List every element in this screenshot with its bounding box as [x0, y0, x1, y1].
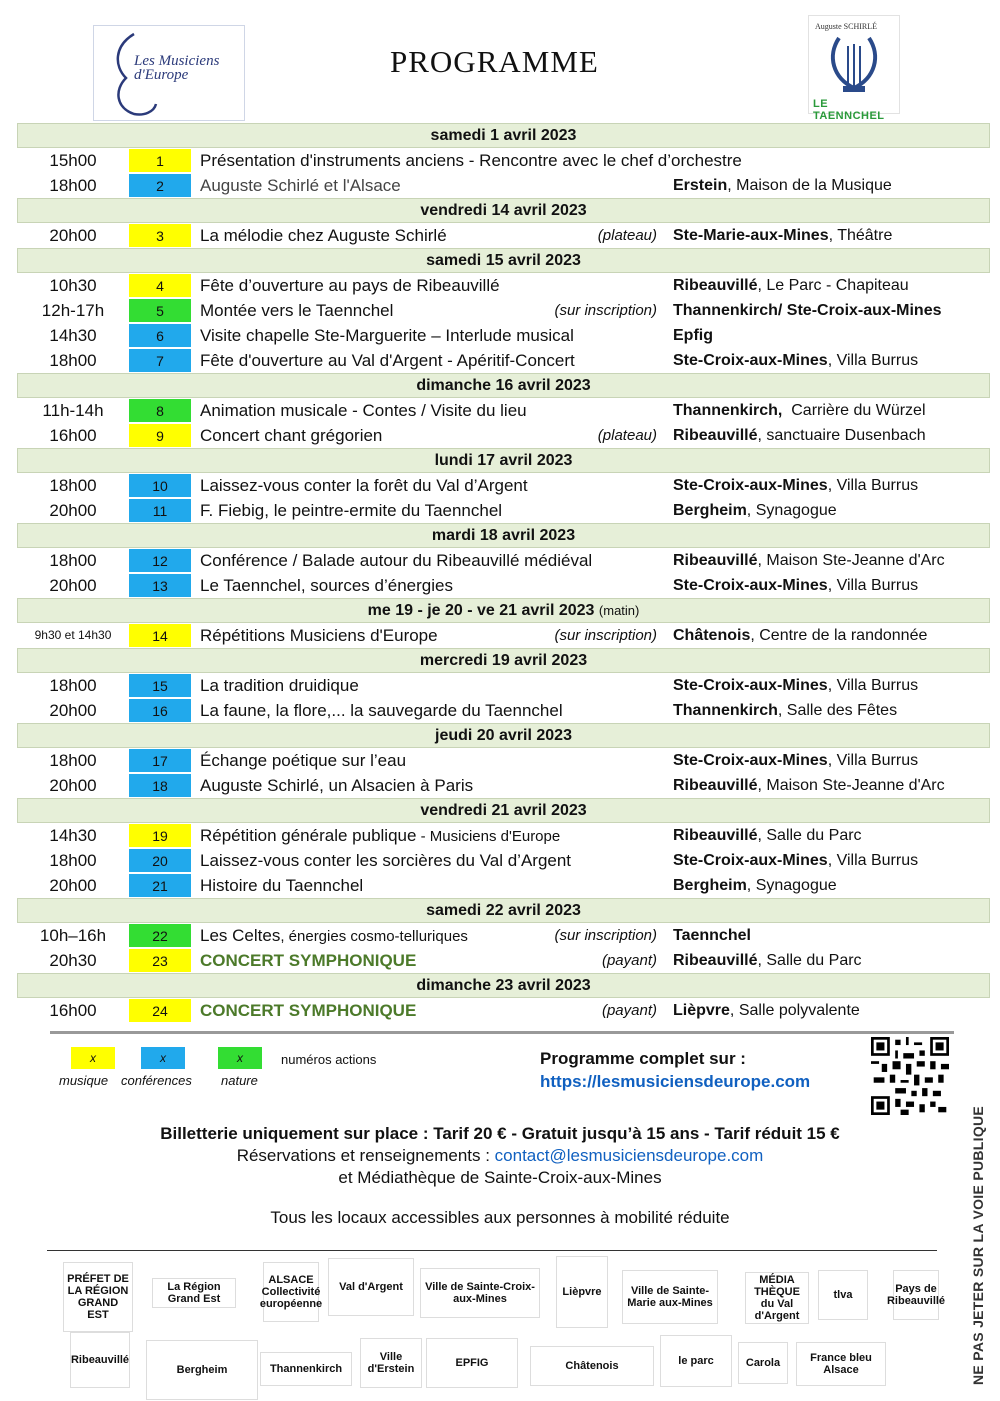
event-venue-place: , Villa Burrus — [827, 752, 919, 769]
event-venue-town: Erstein — [673, 177, 728, 194]
partner-logo: Val d'Argent — [328, 1258, 414, 1316]
event-title — [200, 673, 359, 698]
event-time: 16h00 — [49, 1001, 97, 1020]
event-venue — [673, 948, 862, 973]
legend-musique-label: musique — [59, 1073, 109, 1088]
event-row — [17, 348, 990, 373]
event-row — [17, 873, 990, 898]
event-venue — [673, 548, 945, 573]
event-qualifier: (payant) — [601, 952, 657, 969]
event-venue-place: , Maison Ste-Jeanne d'Arc — [757, 552, 945, 569]
event-title-text: Le Taennchel, sources d’énergies — [200, 576, 453, 595]
event-title — [200, 573, 453, 598]
event-time: 20h00 — [49, 876, 97, 895]
event-title — [200, 348, 575, 373]
event-venue-town: Bergheim — [673, 502, 747, 519]
day-note: (matin) — [598, 603, 640, 618]
event-venue-town: Ste-Croix-aux-Mines — [673, 677, 828, 694]
partner-logo: MÉDIA THÈQUE du Val d'Argent — [745, 1272, 809, 1324]
event-venue-town: Thannenkirch — [673, 702, 778, 719]
event-venue — [673, 298, 942, 323]
event-venue-town: Ste-Croix-aux-Mines — [673, 352, 828, 369]
event-venue-place: , Synagogue — [746, 502, 837, 519]
event-title — [200, 498, 502, 523]
partner-logo: Châtenois — [530, 1346, 654, 1386]
taennchel-logo — [808, 15, 900, 122]
event-title — [200, 873, 363, 898]
event-venue — [673, 223, 892, 248]
event-title-text: Auguste Schirlé, un Alsacien à Paris — [200, 776, 474, 795]
event-row — [17, 173, 990, 198]
event-title-text: La faune, la flore,... la sauvegarde du Taennchel — [200, 701, 563, 720]
event-title — [200, 298, 393, 323]
event-venue-place: , Villa Burrus — [827, 352, 919, 369]
event-venue-town: Ribeauvillé — [673, 777, 758, 794]
event-venue-town: Ste-Croix-aux-Mines — [673, 852, 828, 869]
event-title-text: Conférence / Balade autour du Ribeauvillé médiéval — [200, 551, 593, 570]
event-title — [200, 923, 468, 949]
event-time: 18h00 — [49, 476, 97, 495]
ticket-info: Billetterie uniquement sur place : Tarif 20 € - Gratuit jusqu’à 15 ans - Tarif réduit 15 € — [160, 1124, 840, 1143]
event-venue-place: , Maison de la Musique — [727, 177, 892, 194]
event-time: 18h00 — [49, 851, 97, 870]
day-label: vendredi 21 avril 2023 — [420, 802, 587, 819]
event-number-badge: 3 — [129, 224, 191, 247]
event-row — [17, 548, 990, 573]
event-row — [17, 773, 990, 798]
partner-logo: Ribeauvillé — [70, 1332, 130, 1388]
event-time: 12h-17h — [41, 301, 105, 320]
event-venue — [673, 398, 926, 423]
event-venue — [673, 673, 918, 698]
event-venue-town: Ribeauvillé — [673, 827, 758, 844]
event-venue-place: , Salle du Parc — [757, 952, 862, 969]
event-title — [200, 173, 401, 198]
event-row — [17, 498, 990, 523]
event-venue-town: Ste-Croix-aux-Mines — [673, 752, 828, 769]
event-number-badge: 10 — [129, 474, 191, 497]
event-venue-place: , Maison Ste-Jeanne d'Arc — [757, 777, 945, 794]
legend — [55, 1047, 395, 1092]
day-label: mardi 18 avril 2023 — [431, 527, 576, 544]
logo-left-text: Les Musiciens d'Europe — [134, 53, 220, 83]
event-venue — [673, 848, 918, 873]
event-number-badge: 21 — [129, 874, 191, 897]
day-header — [17, 798, 990, 823]
event-title — [200, 848, 571, 873]
event-time: 9h30 et 14h30 — [34, 628, 112, 642]
day-header — [17, 523, 990, 548]
event-number-badge: 14 — [129, 624, 191, 647]
event-venue-town: Ribeauvillé — [673, 552, 758, 569]
partner-logo: La Région Grand Est — [152, 1278, 236, 1308]
event-time: 18h00 — [49, 351, 97, 370]
day-header — [17, 723, 990, 748]
event-title — [200, 748, 406, 773]
legend-nature-label: nature — [221, 1073, 258, 1088]
event-row — [17, 398, 990, 423]
event-row — [17, 473, 990, 498]
event-row — [17, 948, 990, 973]
event-number-badge: 2 — [129, 174, 191, 197]
event-title-text: Montée vers le Taennchel — [200, 301, 394, 320]
partner-logo: Ville de Sainte-Marie aux-Mines — [622, 1270, 718, 1324]
side-notice — [970, 1065, 995, 1385]
day-header — [17, 648, 990, 673]
event-time: 20h00 — [49, 501, 97, 520]
event-qualifier: (sur inscription) — [554, 302, 657, 319]
event-venue-place: , Synagogue — [746, 877, 837, 894]
event-venue-place: , Le Parc - Chapiteau — [757, 277, 909, 294]
logo-right-bottom-text: LE TAENNCHEL — [813, 98, 885, 122]
event-row — [17, 823, 990, 848]
event-title-text: Laissez-vous conter les sorcières du Val d’Argent — [200, 851, 572, 870]
day-label: mercredi 19 avril 2023 — [419, 652, 588, 669]
event-qualifier: (payant) — [601, 1002, 657, 1019]
event-time: 20h00 — [49, 701, 97, 720]
event-row — [17, 848, 990, 873]
program-link-url[interactable]: https://lesmusiciensdeurope.com — [540, 1072, 811, 1091]
event-title-detail: - Musiciens d'Europe — [416, 828, 561, 845]
day-label: me 19 - je 20 - ve 21 avril 2023 — [367, 602, 595, 619]
event-venue — [673, 473, 918, 498]
event-venue-place: , Centre de la randonnée — [750, 627, 928, 644]
event-title — [200, 323, 574, 348]
event-number-badge: 9 — [129, 424, 191, 447]
event-title — [200, 998, 416, 1023]
event-venue-town: Ste-Croix-aux-Mines — [673, 477, 828, 494]
event-venue-place: , Salle des Fêtes — [777, 702, 898, 719]
event-venue-town: Taennchel — [673, 927, 751, 944]
event-venue — [673, 998, 860, 1023]
contact-email-link[interactable]: contact@lesmusiciensdeurope.com — [494, 1146, 764, 1165]
event-number-badge: 19 — [129, 824, 191, 847]
event-title-text: Échange poétique sur l’eau — [200, 751, 407, 770]
event-title — [200, 698, 563, 723]
event-venue — [673, 623, 927, 648]
event-number-badge: 17 — [129, 749, 191, 772]
event-venue — [673, 748, 918, 773]
event-title — [200, 148, 742, 173]
divider — [50, 1031, 954, 1034]
event-venue-town: Ribeauvillé — [673, 427, 758, 444]
event-time: 20h00 — [49, 226, 97, 245]
event-venue-town: Ribeauvillé — [673, 277, 758, 294]
event-number-badge: 7 — [129, 349, 191, 372]
legend-conferences-swatch: x — [141, 1047, 185, 1069]
event-qualifier: (plateau) — [597, 227, 657, 244]
event-number-badge: 18 — [129, 774, 191, 797]
event-title — [200, 773, 473, 798]
event-venue — [673, 348, 918, 373]
partner-logo: le parc — [660, 1335, 732, 1387]
event-time: 10h30 — [49, 276, 97, 295]
day-label: vendredi 14 avril 2023 — [420, 202, 587, 219]
event-venue-town: Ribeauvillé — [673, 952, 758, 969]
event-qualifier: (plateau) — [597, 427, 657, 444]
event-venue-town: Thannenkirch/ Ste-Croix-aux-Mines — [673, 302, 942, 319]
side-notice-text: NE PAS JETER SUR LA VOIE PUBLIQUE — [970, 1105, 986, 1385]
page-title: PROGRAMME — [390, 44, 599, 79]
event-number-badge: 16 — [129, 699, 191, 722]
event-qualifier: (sur inscription) — [554, 627, 657, 644]
event-venue — [673, 573, 918, 598]
event-venue — [673, 273, 909, 298]
event-venue-town: Thannenkirch, — [673, 402, 783, 419]
event-row — [17, 573, 990, 598]
event-number-badge: 13 — [129, 574, 191, 597]
event-time: 14h30 — [49, 326, 97, 345]
event-title-text: La tradition druidique — [200, 676, 359, 695]
event-row — [17, 923, 990, 948]
legend-numbers-label: numéros actions — [281, 1052, 377, 1067]
event-number-badge: 23 — [129, 949, 191, 972]
event-row — [17, 423, 990, 448]
day-header — [17, 898, 990, 923]
event-title-text: Animation musicale - Contes / Visite du lieu — [200, 401, 527, 420]
day-header — [17, 248, 990, 273]
schedule-table — [17, 123, 990, 1023]
event-title-text: Laissez-vous conter la forêt du Val d’Argent — [200, 476, 528, 495]
partner-logo: Carola — [738, 1342, 788, 1384]
event-title — [200, 823, 560, 849]
mediatheque-line: et Médiathèque de Sainte-Croix-aux-Mines — [338, 1168, 662, 1187]
event-time: 20h30 — [49, 951, 97, 970]
event-title — [200, 223, 447, 248]
event-venue-place: , Villa Burrus — [827, 852, 919, 869]
legend-musique-swatch: x — [71, 1047, 115, 1069]
event-title-text: Visite chapelle Ste-Marguerite – Interlude musical — [200, 326, 574, 345]
day-header — [17, 123, 990, 148]
partner-logo: Thannenkirch — [260, 1352, 352, 1386]
event-row — [17, 273, 990, 298]
partner-logo: Lièpvre — [556, 1256, 608, 1328]
event-venue-place: , Villa Burrus — [827, 577, 919, 594]
event-row — [17, 298, 990, 323]
event-qualifier: (sur inscription) — [554, 927, 657, 944]
legend-nature-swatch: x — [218, 1047, 262, 1069]
event-venue-place: , Salle polyvalente — [729, 1002, 860, 1019]
program-link-block — [540, 1047, 810, 1093]
event-row — [17, 748, 990, 773]
event-time: 14h30 — [49, 826, 97, 845]
musiciens-europe-logo — [93, 25, 245, 121]
event-venue-town: Lièpvre — [673, 1002, 730, 1019]
event-row — [17, 998, 990, 1023]
event-number-badge: 5 — [129, 299, 191, 322]
event-time: 16h00 — [49, 426, 97, 445]
event-title-text: Auguste Schirlé et l'Alsace — [200, 176, 401, 195]
event-venue — [673, 498, 837, 523]
event-title — [200, 623, 438, 648]
event-time: 18h00 — [49, 551, 97, 570]
event-time: 18h00 — [49, 176, 97, 195]
partner-logo: France bleu Alsace — [796, 1342, 886, 1386]
event-venue-place: Carrière du Würzel — [782, 402, 926, 419]
event-time: 20h00 — [49, 576, 97, 595]
event-venue — [673, 173, 892, 198]
event-number-badge: 11 — [129, 499, 191, 522]
event-title — [200, 423, 382, 448]
event-title-text: La mélodie chez Auguste Schirlé — [200, 226, 447, 245]
partners-divider — [47, 1250, 937, 1251]
partner-logo: PRÉFET DE LA RÉGION GRAND EST — [63, 1262, 133, 1332]
event-title — [200, 398, 527, 423]
event-number-badge: 20 — [129, 849, 191, 872]
event-venue-place: , sanctuaire Dusenbach — [757, 427, 926, 444]
event-title-text: Répétition générale publique — [200, 826, 417, 845]
partner-logo: tlva — [818, 1270, 868, 1320]
partner-logo: Ville d'Erstein — [360, 1338, 422, 1388]
event-venue-place: , Salle du Parc — [757, 827, 862, 844]
logo-right-top-text: Auguste SCHIRLÉ — [815, 22, 877, 31]
event-title-text: Présentation d'instruments anciens - Rencontre avec le chef d’orchestre — [200, 151, 742, 170]
event-number-badge: 24 — [129, 999, 191, 1022]
event-venue — [673, 323, 713, 348]
event-row — [17, 223, 990, 248]
event-row — [17, 323, 990, 348]
event-title — [200, 273, 500, 298]
day-header — [17, 198, 990, 223]
day-header — [17, 598, 990, 623]
event-row — [17, 148, 990, 173]
event-title — [200, 473, 528, 498]
event-venue — [673, 823, 862, 848]
event-number-badge: 12 — [129, 549, 191, 572]
event-venue-town: Epfig — [673, 327, 713, 344]
day-label: lundi 17 avril 2023 — [434, 452, 573, 469]
event-venue-place: , Villa Burrus — [827, 477, 919, 494]
event-title-text: Fête d’ouverture au pays de Ribeauvillé — [200, 276, 500, 295]
event-venue-town: Bergheim — [673, 877, 747, 894]
event-time: 11h-14h — [42, 401, 104, 420]
event-venue-town: Châtenois — [673, 627, 751, 644]
event-venue — [673, 923, 751, 948]
event-title — [200, 948, 416, 973]
partner-logo: Bergheim — [146, 1340, 258, 1400]
event-title-text: F. Fiebig, le peintre-ermite du Taennchel — [200, 501, 503, 520]
event-number-badge: 1 — [129, 149, 191, 172]
event-title-text: Concert chant grégorien — [200, 426, 383, 445]
event-number-badge: 8 — [129, 399, 191, 422]
day-header — [17, 448, 990, 473]
event-row — [17, 698, 990, 723]
day-label: samedi 22 avril 2023 — [426, 902, 581, 919]
event-venue — [673, 698, 897, 723]
event-number-badge: 15 — [129, 674, 191, 697]
accessibility-note: Tous les locaux accessibles aux personnes à mobilité réduite — [270, 1208, 730, 1227]
event-venue-place: , Villa Burrus — [827, 677, 919, 694]
event-number-badge: 22 — [129, 924, 191, 947]
event-time: 10h–16h — [39, 926, 107, 945]
event-title — [200, 548, 592, 573]
event-time: 18h00 — [49, 751, 97, 770]
partner-logo: EPFIG — [426, 1338, 518, 1388]
event-title-text: Répétitions Musiciens d'Europe — [200, 626, 438, 645]
event-row — [17, 623, 990, 648]
legend-conferences-label: conférences — [121, 1073, 192, 1088]
day-label: samedi 15 avril 2023 — [426, 252, 581, 269]
event-title-text: CONCERT SYMPHONIQUE — [200, 951, 417, 970]
partner-logo: Pays de Ribeauvillé — [893, 1270, 939, 1320]
event-title-detail: , énergies cosmo-telluriques — [280, 928, 468, 945]
event-venue — [673, 423, 926, 448]
event-title-text: Fête d'ouverture au Val d'Argent - Apéritif-Concert — [200, 351, 575, 370]
reservations-label: Réservations et renseignements : — [236, 1146, 495, 1165]
event-title-text: CONCERT SYMPHONIQUE — [200, 1001, 417, 1020]
day-label: samedi 1 avril 2023 — [430, 127, 577, 144]
event-time: 15h00 — [49, 151, 97, 170]
day-label: dimanche 23 avril 2023 — [416, 977, 591, 994]
event-row — [17, 673, 990, 698]
day-header — [17, 373, 990, 398]
event-time: 18h00 — [49, 676, 97, 695]
day-label: dimanche 16 avril 2023 — [416, 377, 591, 394]
event-venue — [673, 873, 837, 898]
event-title-text: Les Celtes — [200, 926, 281, 945]
event-title-text: Histoire du Taennchel — [200, 876, 364, 895]
partner-logo: ALSACE Collectivité européenne — [263, 1262, 319, 1322]
event-number-badge: 4 — [129, 274, 191, 297]
day-label: jeudi 20 avril 2023 — [435, 727, 572, 744]
program-link-label: Programme complet sur : — [540, 1049, 746, 1068]
event-venue-place: , Théâtre — [828, 227, 893, 244]
partner-logo: Ville de Sainte-Croix-aux-Mines — [420, 1268, 540, 1318]
event-time: 20h00 — [49, 776, 97, 795]
event-venue-town: Ste-Croix-aux-Mines — [673, 577, 828, 594]
qr-code-icon[interactable] — [871, 1037, 949, 1115]
event-number-badge: 6 — [129, 324, 191, 347]
day-header — [17, 973, 990, 998]
event-venue — [673, 773, 945, 798]
reservations-line — [0, 1146, 1000, 1166]
event-venue-town: Ste-Marie-aux-Mines — [673, 227, 829, 244]
